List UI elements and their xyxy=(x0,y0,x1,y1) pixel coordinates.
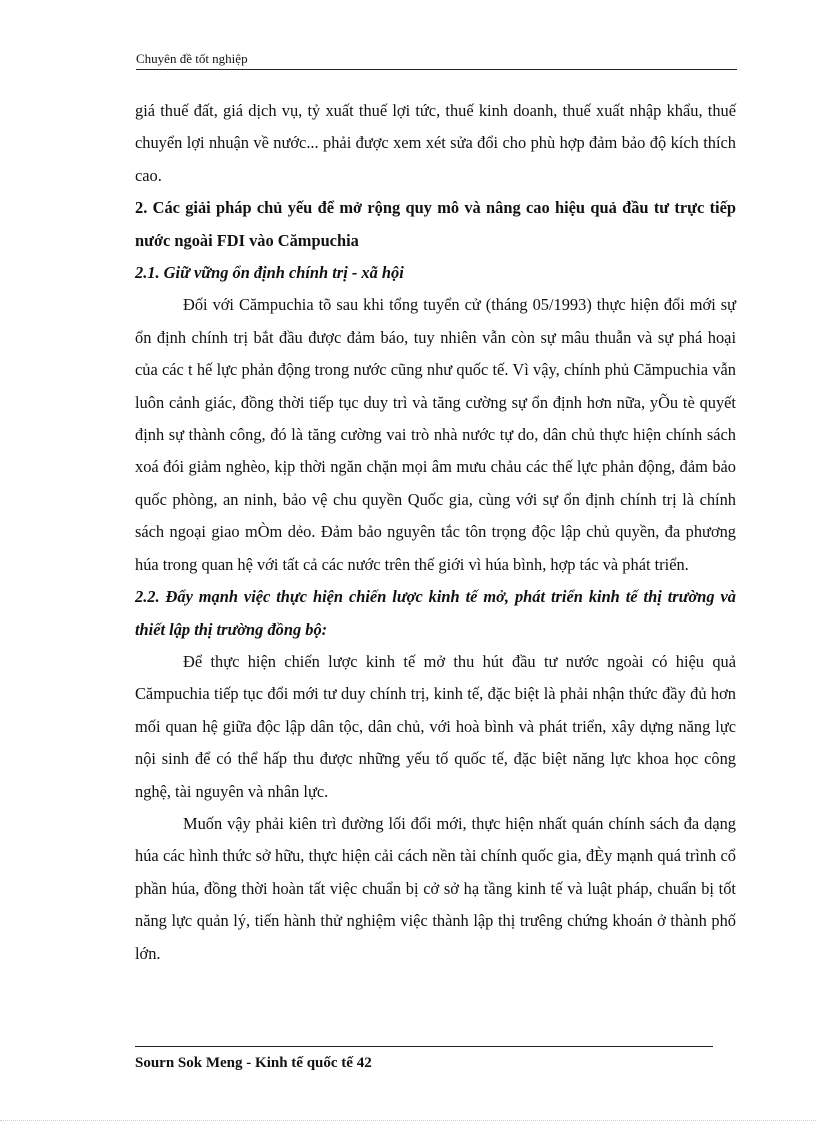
page-header xyxy=(136,50,737,70)
section-2-2-paragraph-2: Muốn vậy phải kiên trì đường lối đổi mới, thực hiện nhất quán chính sách đa dạng húa các hình thức sở hữu, thực hiện cải cách nền tài chính quốc gia, đÈy mạnh quá trình cổ phần húa, đồng thời hoàn tất việc chuẩn bị cở sở hạ tầng kinh tế và luật pháp, chuẩn bị tốt năng lực quản lý, tiến hành thử nghiệm việc thành lập thị trưêng chứng khoán ở thành phố lớn. xyxy=(135,813,736,963)
section-2-2-paragraph-1: Để thực hiện chiến lược kinh tế mở thu hút đầu tư nước ngoài có hiệu quả Cămpuchia tiếp tục đổi mới tư duy chính trị, kinh tế, đặc biệt là phải nhận thức đầy đủ hơn mối quan hệ giữa độc lập dân tộc, dân chủ, với hoà bình và phát triển, xây dựng năng lực nội sinh để có thể hấp thu được những yếu tố quốc tế, đặc biệt năng lực khoa học công nghệ, tài nguyên và nhân lực. xyxy=(135,651,736,801)
page-edge-divider xyxy=(0,1120,816,1121)
document-body xyxy=(135,95,736,970)
page-footer xyxy=(135,1046,713,1073)
section-2-1-paragraph: Đối với Cămpuchia tõ sau khi tổng tuyển cử (tháng 05/1993) thực hiện đổi mới sự ổn định chính trị bắt đầu được đảm báo, tuy nhiên vẫn còn sự mâu thuẫn và sự phá hoại của các t hế lực phản động trong nước cũng như quốc tế. Vì vậy, chính phủ Cămpuchia vẫn luôn cảnh giác, đồng thời tiếp tục duy trì và tăng cường sự ổn định hơn nữa, yÕu tè quyết định sự thành công, đó là tăng cường vai trò nhà nước tự do, dân chủ thực hiện chính sách xoá đói giảm nghèo, kịp thời ngăn chặn mọi âm mưu chảu các thế lực phản động, đảm bảo quốc phòng, an ninh, bảo vệ chu quyền Quốc gia, cùng với sự ổn định chính trị là chính sách ngoại giao mÒm dẻo. Đảm bảo nguyên tắc tôn trọng độc lập chủ quyền, đa phương húa trong quan hệ với tất cả các nước trên thế giới vì húa bình, hợp tác và phát triển. xyxy=(135,295,736,574)
section-2-2-heading: 2.2. Đẩy mạnh việc thực hiện chiến lược kinh tế mở, phát triển kinh tế thị trường và thiết lập thị trường đồng bộ: xyxy=(135,587,736,639)
intro-paragraph: giá thuế đất, giá dịch vụ, tỷ xuất thuế lợi tức, thuế kinh doanh, thuế xuất nhập khẩu, thuế chuyển lợi nhuận về nước... phải được xem xét sửa đổi cho phù hợp đảm bảo độ kích thích cao. xyxy=(135,101,736,185)
section-2-heading: 2. Các giải pháp chủ yếu để mở rộng quy mô và nâng cao hiệu quả đầu tư trực tiếp nước ngoài FDI vào Cămpuchia xyxy=(135,198,736,250)
header-title: Chuyên đề tốt nghiệp xyxy=(136,51,248,66)
section-2-1-heading: 2.1. Giữ vững ổn định chính trị - xã hội xyxy=(135,263,404,283)
footer-author: Sourn Sok Meng - Kinh tế quốc tế 42 xyxy=(135,1055,372,1071)
